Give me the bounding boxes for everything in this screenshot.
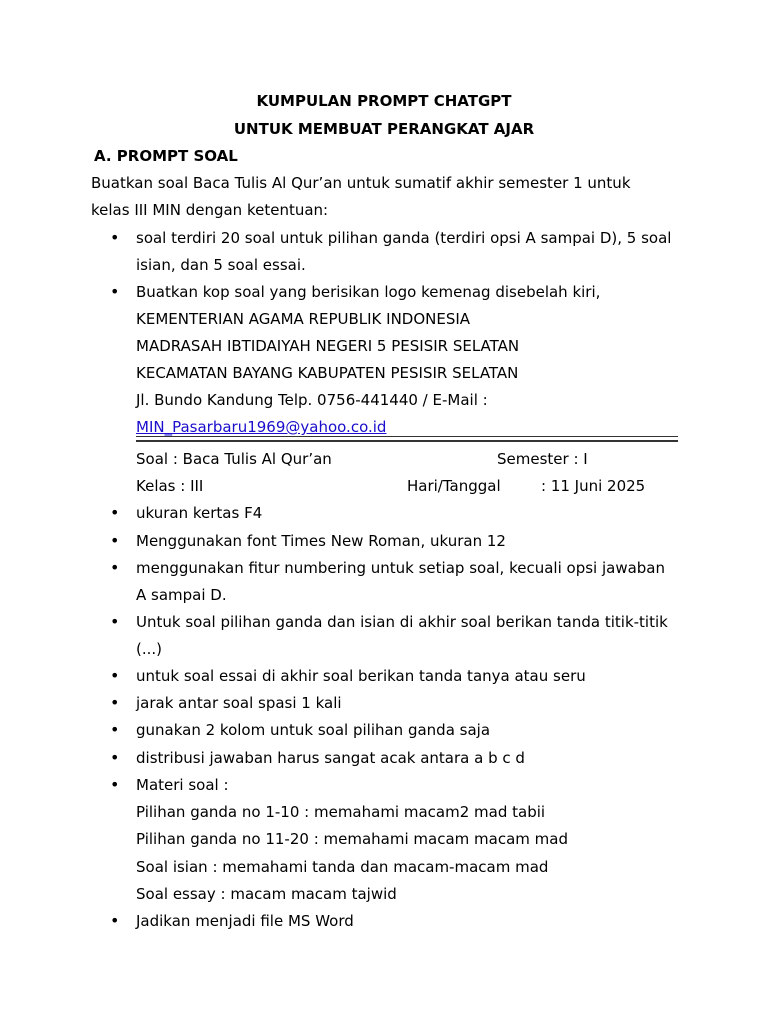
kop-line-district: KECAMATAN BAYANG KABUPATEN PESISIR SELATAN	[136, 364, 519, 382]
list-item-text: (...)	[136, 640, 163, 658]
bullet-icon: •	[110, 558, 120, 577]
list-item-text: Menggunakan font Times New Roman, ukuran 12	[136, 532, 506, 550]
bullet-icon: •	[110, 612, 120, 631]
bullet-icon: •	[110, 748, 120, 767]
bullet-icon: •	[110, 282, 120, 301]
email-link[interactable]: MIN_Pasarbaru1969@yahoo.co.id	[136, 418, 387, 436]
list-item-text: untuk soal essai di akhir soal berikan tanda tanya atau seru	[136, 667, 586, 685]
list-item-text: ukuran kertas F4	[136, 504, 263, 522]
list-item-text: gunakan 2 kolom untuk soal pilihan ganda saja	[136, 721, 491, 739]
kop-line-address: Jl. Bundo Kandung Telp. 0756-441440 / E-Mail :	[136, 391, 488, 409]
bullet-icon: •	[110, 666, 120, 685]
kop-divider	[136, 436, 678, 437]
document-title-line-1: KUMPULAN PROMPT CHATGPT	[256, 92, 512, 110]
list-item-text: A sampai D.	[136, 586, 227, 604]
list-item-text: Untuk soal pilihan ganda dan isian di akhir soal berikan tanda titik-titik	[136, 613, 668, 631]
kop-line-school: MADRASAH IBTIDAIYAH NEGERI 5 PESISIR SELATAN	[136, 337, 520, 355]
list-item-text: menggunakan fitur numbering untuk setiap soal, kecuali opsi jawaban	[136, 559, 665, 577]
list-item-text: isian, dan 5 soal essai.	[136, 256, 306, 274]
kelas-label: Kelas : III	[136, 477, 204, 495]
list-item-text: Soal isian : memahami tanda dan macam-macam mad	[136, 858, 549, 876]
bullet-icon: •	[110, 911, 120, 930]
soal-label: Soal : Baca Tulis Al Qur’an	[136, 450, 332, 468]
bullet-icon: •	[110, 693, 120, 712]
bullet-icon: •	[110, 228, 120, 247]
list-item-text: Materi soal :	[136, 776, 229, 794]
list-item-text: Pilihan ganda no 1-10 : memahami macam2 mad tabii	[136, 803, 546, 821]
bullet-icon: •	[110, 720, 120, 739]
document-title-line-2: UNTUK MEMBUAT PERANGKAT AJAR	[233, 120, 535, 138]
hari-tanggal-value: : 11 Juni 2025	[541, 477, 646, 495]
list-item-text: distribusi jawaban harus sangat acak antara a b c d	[136, 749, 525, 767]
semester-label: Semester : I	[497, 450, 588, 468]
list-item-text: Pilihan ganda no 11-20 : memahami macam macam mad	[136, 830, 568, 848]
intro-text-line-1: Buatkan soal Baca Tulis Al Qur’an untuk sumatif akhir semester 1 untuk	[91, 174, 631, 192]
list-item-text: Soal essay : macam macam tajwid	[136, 885, 397, 903]
list-item-text: Jadikan menjadi file MS Word	[136, 912, 354, 930]
kop-divider-thick	[136, 440, 678, 442]
bullet-icon: •	[110, 775, 120, 794]
intro-text-line-2: kelas III MIN dengan ketentuan:	[91, 201, 329, 219]
kop-line-ministry: KEMENTERIAN AGAMA REPUBLIK INDONESIA	[136, 310, 471, 328]
bullet-icon: •	[110, 503, 120, 522]
list-item-text: soal terdiri 20 soal untuk pilihan ganda (terdiri opsi A sampai D), 5 soal	[136, 229, 672, 247]
list-item-text: Buatkan kop soal yang berisikan logo kemenag disebelah kiri,	[136, 283, 601, 301]
section-heading: A. PROMPT SOAL	[94, 147, 238, 165]
hari-tanggal-label: Hari/Tanggal	[407, 477, 501, 495]
bullet-icon: •	[110, 531, 120, 550]
list-item-text: jarak antar soal spasi 1 kali	[136, 694, 342, 712]
